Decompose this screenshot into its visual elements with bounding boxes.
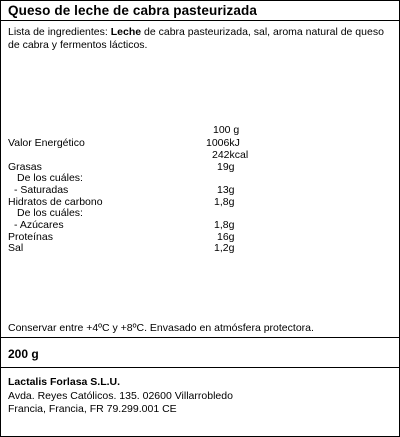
- title-divider: [1, 20, 399, 21]
- nutrient-value: 1,8g: [214, 196, 235, 208]
- energy-kcal-value: 242kcal: [212, 149, 249, 161]
- product-title: Queso de leche de cabra pasteurizada: [8, 3, 257, 18]
- ingredients-prefix: Lista de ingredientes:: [8, 26, 111, 38]
- nutrient-label: Proteínas: [8, 231, 53, 243]
- ingredients-highlight: Leche: [110, 26, 142, 38]
- company-address-line1: Avda. Reyes Católicos. 135. 02600 Villarrobledo: [8, 390, 233, 402]
- nutrient-label: - Saturadas: [14, 184, 69, 196]
- nutrient-value: 13g: [217, 184, 235, 196]
- energy-kj-value: 1006kJ: [206, 137, 240, 149]
- nutrient-sublabel: De los cuáles:: [17, 207, 83, 219]
- nutrient-value: 16g: [217, 231, 235, 243]
- storage-divider: [1, 337, 399, 338]
- net-weight: 200 g: [8, 347, 39, 361]
- nutrient-sublabel: De los cuáles:: [17, 172, 83, 184]
- energy-label: Valor Energético: [8, 137, 85, 149]
- nutrient-label: Sal: [8, 242, 24, 254]
- nutrient-value: 1,2g: [214, 242, 235, 254]
- nutrition-per-header: 100 g: [213, 124, 240, 136]
- storage-instructions: Conservar entre +4ºC y +8ºC. Envasado en atmósfera protectora.: [8, 322, 314, 334]
- weight-divider: [1, 367, 399, 368]
- nutrient-label: Hidratos de carbono: [8, 196, 103, 208]
- ingredients-rest: de cabra pasteurizada, sal, aroma natural de queso de cabra y fermentos lácticos.: [8, 26, 384, 51]
- ingredients-text: [8, 26, 388, 52]
- company-name: Lactalis Forlasa S.L.U.: [8, 376, 121, 388]
- nutrient-value: 19g: [217, 161, 235, 173]
- nutrient-label: Grasas: [8, 161, 42, 173]
- company-address-line2: Francia, Francia, FR 79.299.001 CE: [8, 403, 177, 415]
- nutrient-value: 1,8g: [214, 219, 235, 231]
- nutrient-label: - Azúcares: [14, 219, 64, 231]
